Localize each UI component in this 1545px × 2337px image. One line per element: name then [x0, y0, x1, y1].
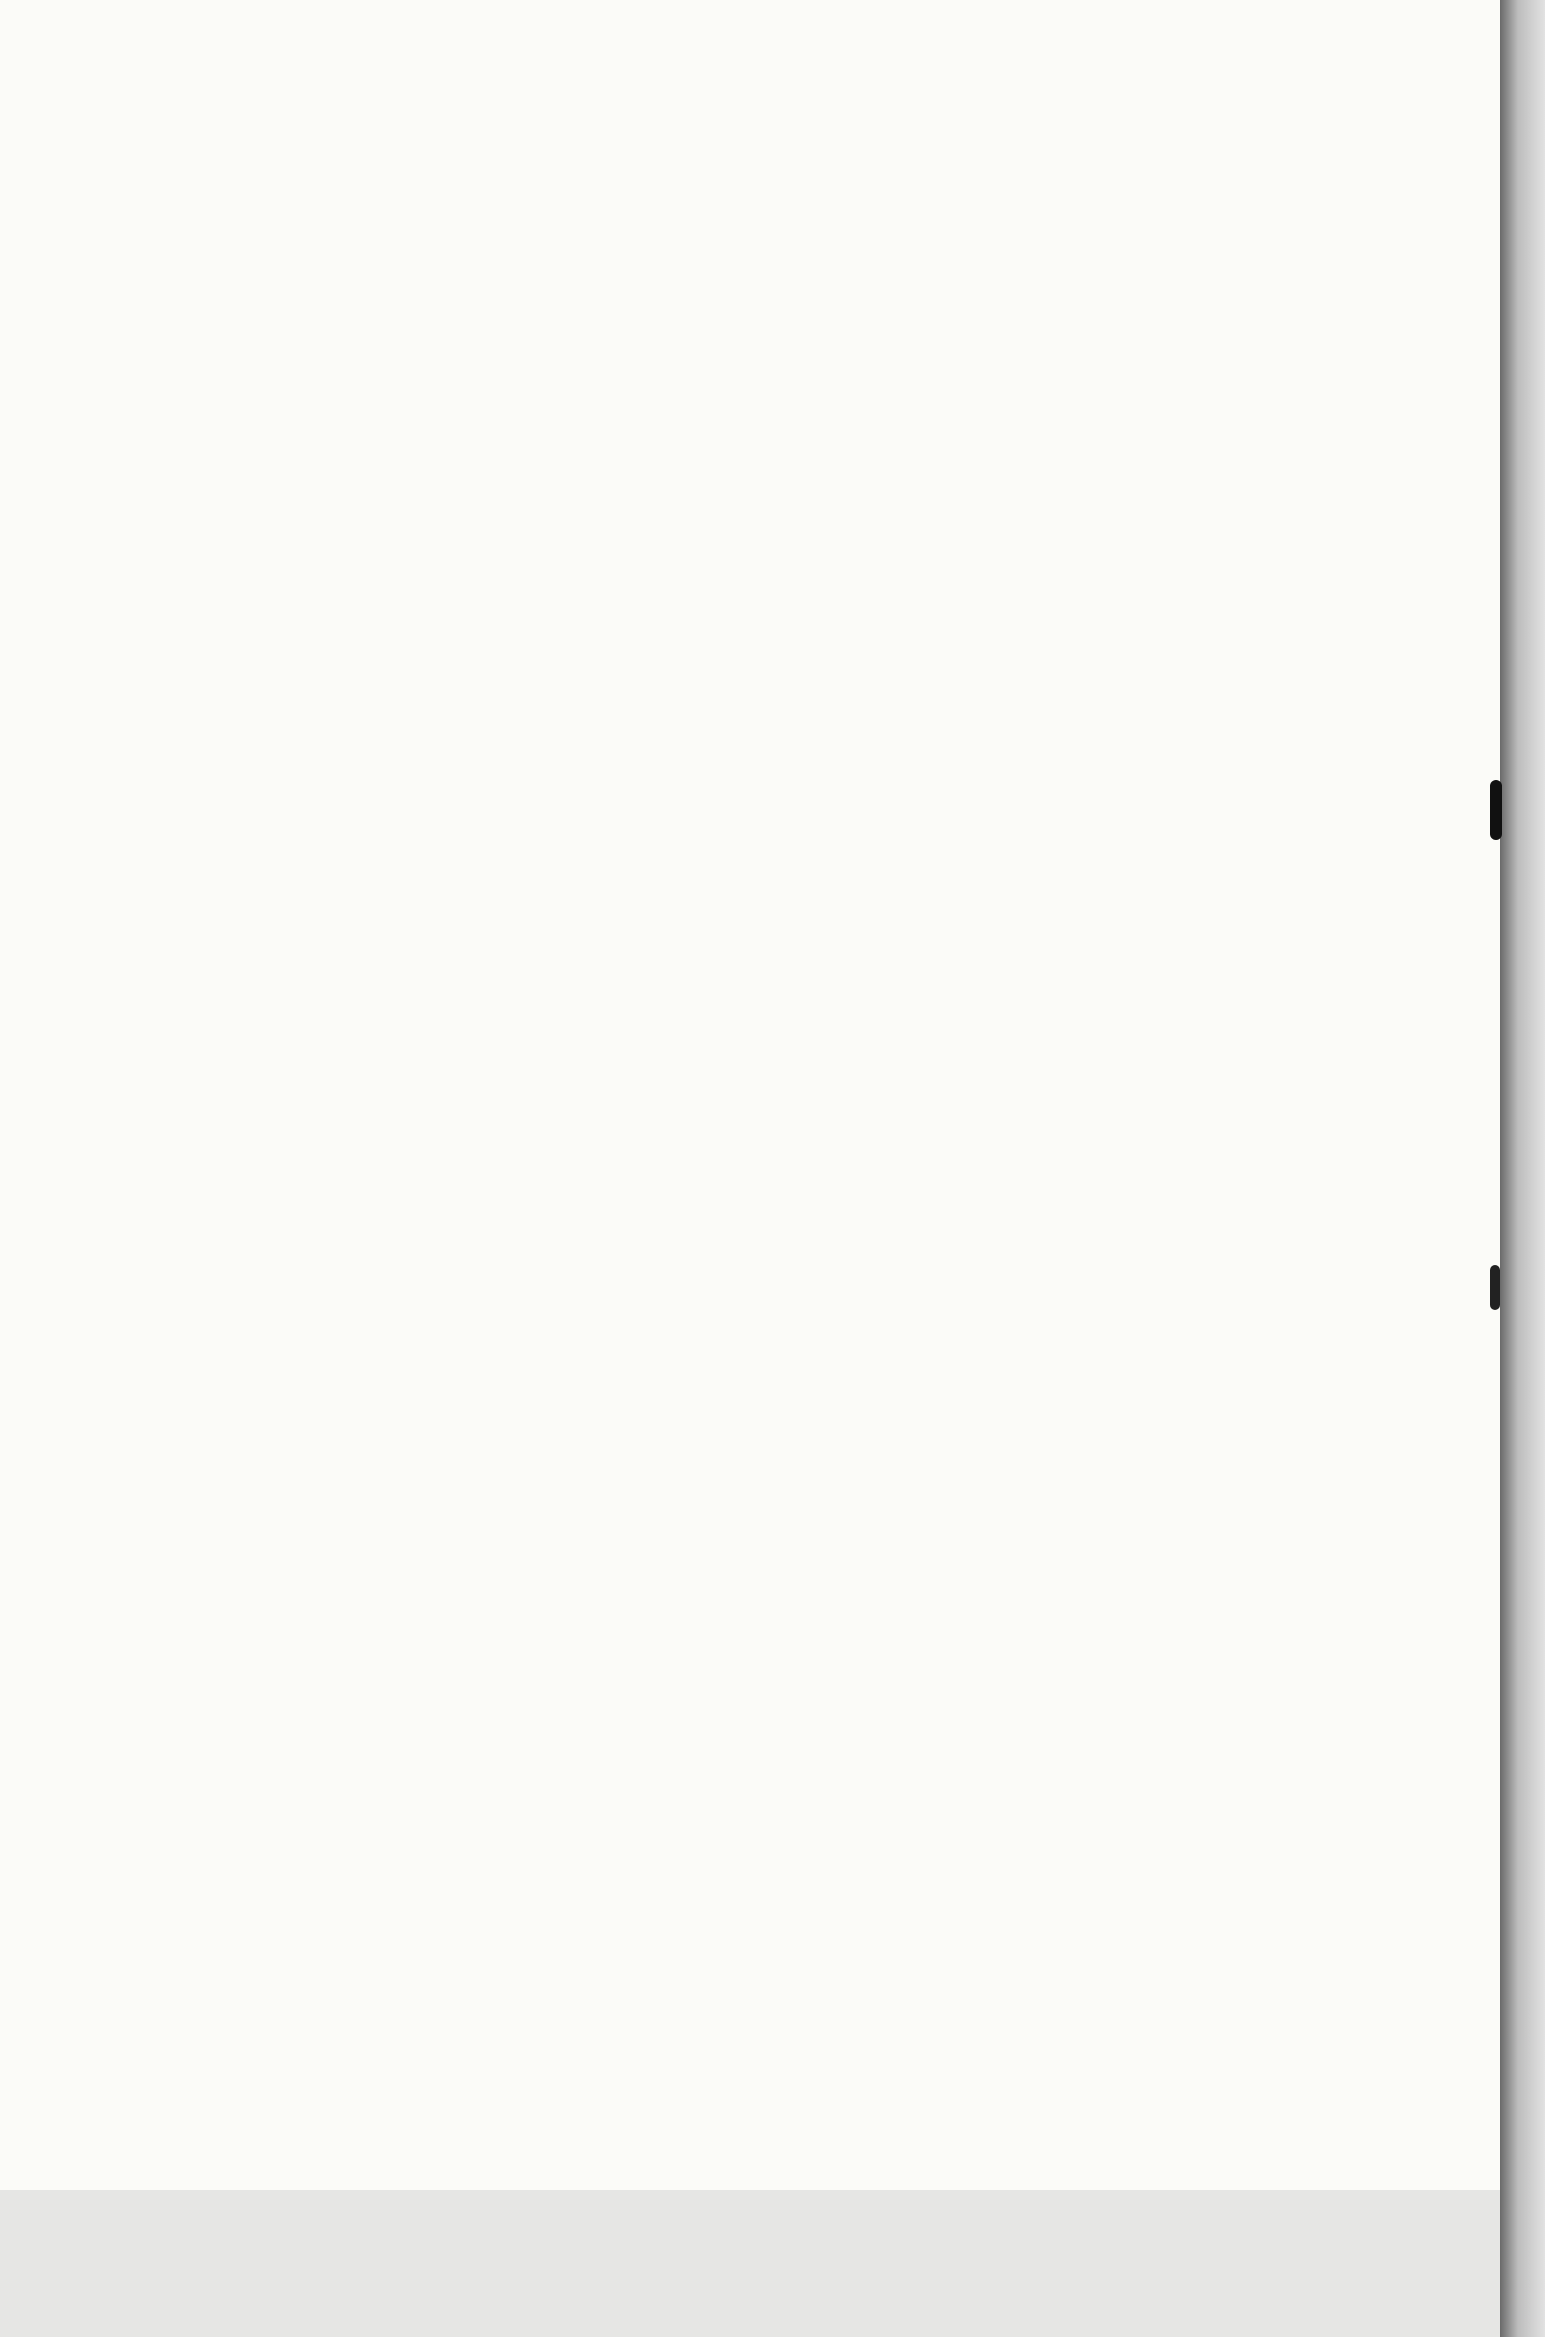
- binder-hole-mark: [1490, 780, 1502, 840]
- page-bottom-band: [0, 2190, 1500, 2337]
- page-edge-shadow: [1500, 0, 1545, 2337]
- binder-hole-mark: [1490, 1265, 1500, 1310]
